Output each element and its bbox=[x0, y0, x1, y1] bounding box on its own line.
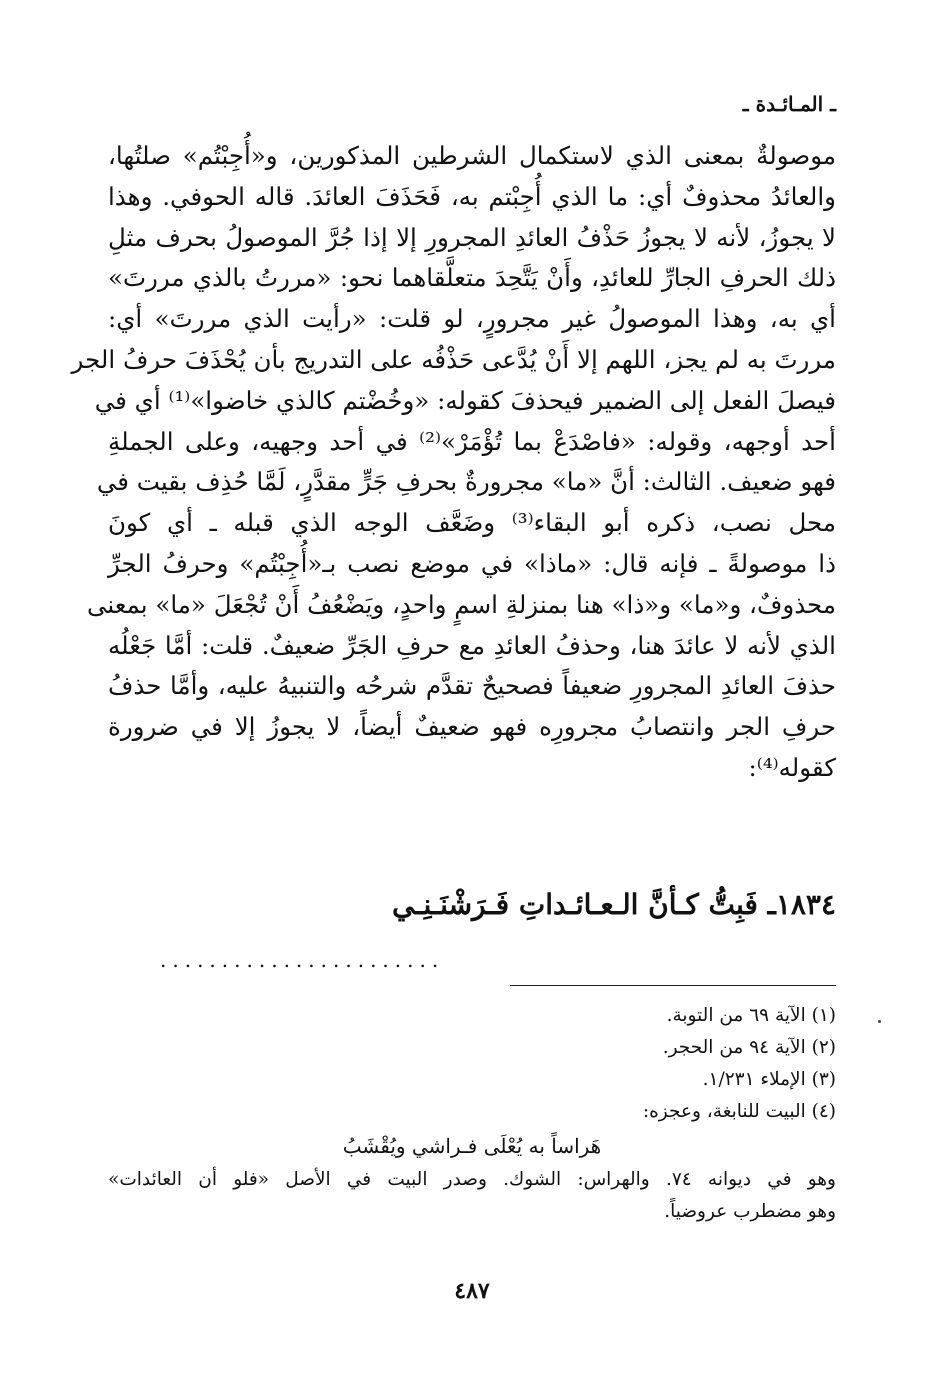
text-line: مررتَ به لم يجز، اللهم إلا أَنْ يُدَّعى حَذْفُه على التدريج بأن يُحْذَفَ حرفُ الجر bbox=[71, 344, 836, 374]
text-line: كقوله⁽⁴⁾: bbox=[748, 752, 836, 782]
text-line: الذي لأنه لا عائدَ هنا، وحذفُ العائدِ مع حرفِ الجَرِّ ضعيفٌ. قلت: أمَّا جَعْلُه bbox=[108, 630, 836, 660]
margin-speck bbox=[878, 1020, 881, 1023]
text-line: موصولةٌ بمعنى الذي لاستكمال الشرطين المذكورين، و«أُجِبْتُم» صلتُها، bbox=[108, 141, 836, 170]
text-line: فهو ضعيف. الثالث: أنَّ «ما» مجرورةٌ بحرفِ جَرٍّ مقدَّرٍ، لَمَّا حُذِف بقيت في bbox=[96, 467, 836, 497]
footnote-item: (٣) الإملاء ١/٢٣١. bbox=[702, 1069, 836, 1090]
text-line: ذا موصولةً ـ فإنه قال: «ماذا» في موضع نصب بـ«أُجِبْتُم» وحرفُ الجرِّ bbox=[108, 548, 836, 578]
text-line: أي به، وهذا الموصولُ غير مجرورٍ، لو قلت: «رأيت الذي مررتَ» أي: bbox=[108, 304, 836, 334]
text-line: فيصلَ الفعل إلى الضمير فيحذفَ كقوله: «وخُضْتم كالذي خاضوا»⁽¹⁾ أي في bbox=[94, 385, 836, 415]
text-line: محذوفٌ، و«ما» و«ذا» هنا بمنزلةِ اسمٍ واحدٍ، ويَضْعُفُ أَنْ تُجْعَلَ «ما» بمعنى bbox=[86, 589, 836, 619]
footnote-continuation: وهو في ديوانه ٧٤. والهراس: الشوك. وصدر البيت في الأصل «فلو أن العائدات» bbox=[108, 1169, 836, 1190]
text-line: حذفَ العائدِ المجرورِ ضعيفاً فصحيحٌ تقدَّم شرحُه والتنبيهُ عليه، وأمَّا حذفُ bbox=[108, 671, 836, 701]
poetry-verse: ١٨٣٤ـ فَبِتُّ كـأنَّ الـعـائـداتِ فَـرَشْنَـنِـي bbox=[391, 888, 836, 921]
footnotes bbox=[108, 1000, 836, 1228]
text-line: أحد أوجهه، وقوله: «فاصْدَعْ بما تُؤْمَرْ»⁽²⁾ في أحد وجهيه، وعلى الجملةِ bbox=[108, 426, 836, 456]
text-line: ذلك الحرفِ الجارِّ للعائدِ، وأَنْ يَتَّحِدَ متعلَّقاهما نحو: «مررتُ بالذي مررتَ» bbox=[108, 263, 836, 293]
footnote-verse: هَراساً به يُعْلَى فـراشي ويُقْشَبُ bbox=[342, 1134, 602, 1158]
text-line: والعائدُ محذوفٌ أي: ما الذي أُجِبْتم به، فَحَذَفَ العائدَ. قاله الحوفي. وهذا bbox=[108, 181, 836, 211]
main-text bbox=[71, 136, 836, 789]
text-line: حرفِ الجر وانتصابُ مجرورِه فهو ضعيفٌ أيضاً، لا يجوزُ إلا في ضرورة bbox=[108, 712, 836, 742]
footnote-divider bbox=[510, 985, 836, 986]
footnote-item: (٤) البيت للنابغة، وعجزه: bbox=[642, 1101, 836, 1122]
running-header: ـ المـائـدة ـ bbox=[742, 92, 836, 116]
page-number: ٤٨٧ bbox=[454, 1278, 490, 1304]
footnote-item: (٢) الآية ٩٤ من الحجر. bbox=[662, 1037, 836, 1058]
verse-ellipsis: ....................... bbox=[160, 948, 445, 972]
text-line: محل نصب، ذكره أبو البقاء⁽³⁾ وضَعَّف الوجه الذي قبله ـ أي كونَ bbox=[108, 508, 836, 538]
text-line: لا يجوزُ، لأنه لا يجوزُ حَذْفُ العائدِ المجرورِ إلا إذا جُرَّ الموصولُ بحرف مثلِ bbox=[108, 222, 836, 252]
footnote-continuation: وهو مضطرب عروضياً. bbox=[664, 1201, 836, 1222]
footnote-item: (١) الآية ٦٩ من التوبة. bbox=[666, 1005, 836, 1026]
